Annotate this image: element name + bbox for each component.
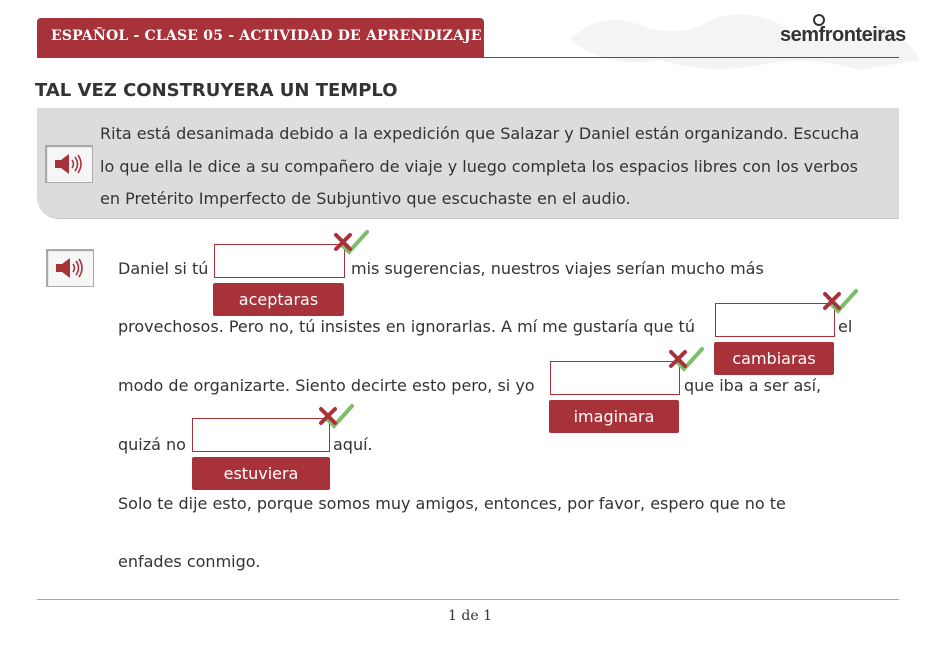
answer-option-cambiaras[interactable]: cambiaras: [714, 342, 834, 375]
header-divider: [37, 57, 899, 58]
instructions-box: [37, 108, 899, 219]
check-icon: [343, 232, 367, 252]
answer-gap-4[interactable]: [192, 418, 330, 452]
header-banner: [37, 18, 484, 58]
check-icon: [328, 406, 352, 426]
text-segment: Solo te dije esto, porque somos muy amigos, entonces, por favor, espero que no te: [118, 494, 786, 513]
footer-divider: [37, 599, 899, 600]
check-icon: [678, 349, 702, 369]
validation-marks: [318, 402, 354, 430]
answer-option-estuviera[interactable]: estuviera: [192, 457, 330, 490]
validation-marks: [822, 287, 858, 315]
answer-option-imaginara[interactable]: imaginara: [549, 400, 679, 433]
text-segment: aquí.: [333, 435, 373, 454]
validation-marks: [333, 228, 369, 256]
page-indicator: 1 de 1: [448, 608, 492, 624]
text-segment: provechosos. Pero no, tú insistes en ignorarlas. A mí me gustaría que tú: [118, 317, 695, 336]
text-segment: modo de organizarte. Siento decirte esto pero, si yo: [118, 376, 535, 395]
logo: [780, 14, 906, 48]
answer-gap-1[interactable]: [214, 244, 345, 278]
instructions-text: Rita está desanimada debido a la expedición que Salazar y Daniel están organizando. Escucha lo que ella le dice a su compañero de viaje y luego completa los espacios libres con los verbos en Pretérito Imperfecto de Subjuntivo que escuchaste en el audio.: [100, 124, 860, 208]
answer-option-aceptaras[interactable]: aceptaras: [213, 283, 344, 316]
exercise-audio-button[interactable]: [46, 249, 94, 287]
answer-gap-2[interactable]: [715, 303, 835, 337]
answer-gap-3[interactable]: [550, 361, 680, 395]
speaker-icon: [54, 256, 86, 280]
text-segment: enfades conmigo.: [118, 552, 261, 571]
instructions-audio-button[interactable]: [45, 145, 93, 183]
text-segment: mis sugerencias, nuestros viajes serían mucho más: [351, 259, 764, 278]
text-segment: que iba a ser así,: [684, 376, 822, 395]
validation-marks: [668, 345, 704, 373]
page-title: TAL VEZ CONSTRUYERA UN TEMPLO: [35, 80, 398, 101]
logo-text: semfronteiras: [780, 24, 906, 46]
check-icon: [832, 291, 856, 311]
text-segment: Daniel si tú: [118, 259, 209, 278]
speaker-icon: [53, 152, 85, 176]
text-segment: quizá no: [118, 435, 186, 454]
breadcrumb: ESPAÑOL - CLASE 05 - ACTIVIDAD DE APRENDIZAJE: [51, 28, 482, 44]
text-segment: el: [838, 317, 853, 336]
